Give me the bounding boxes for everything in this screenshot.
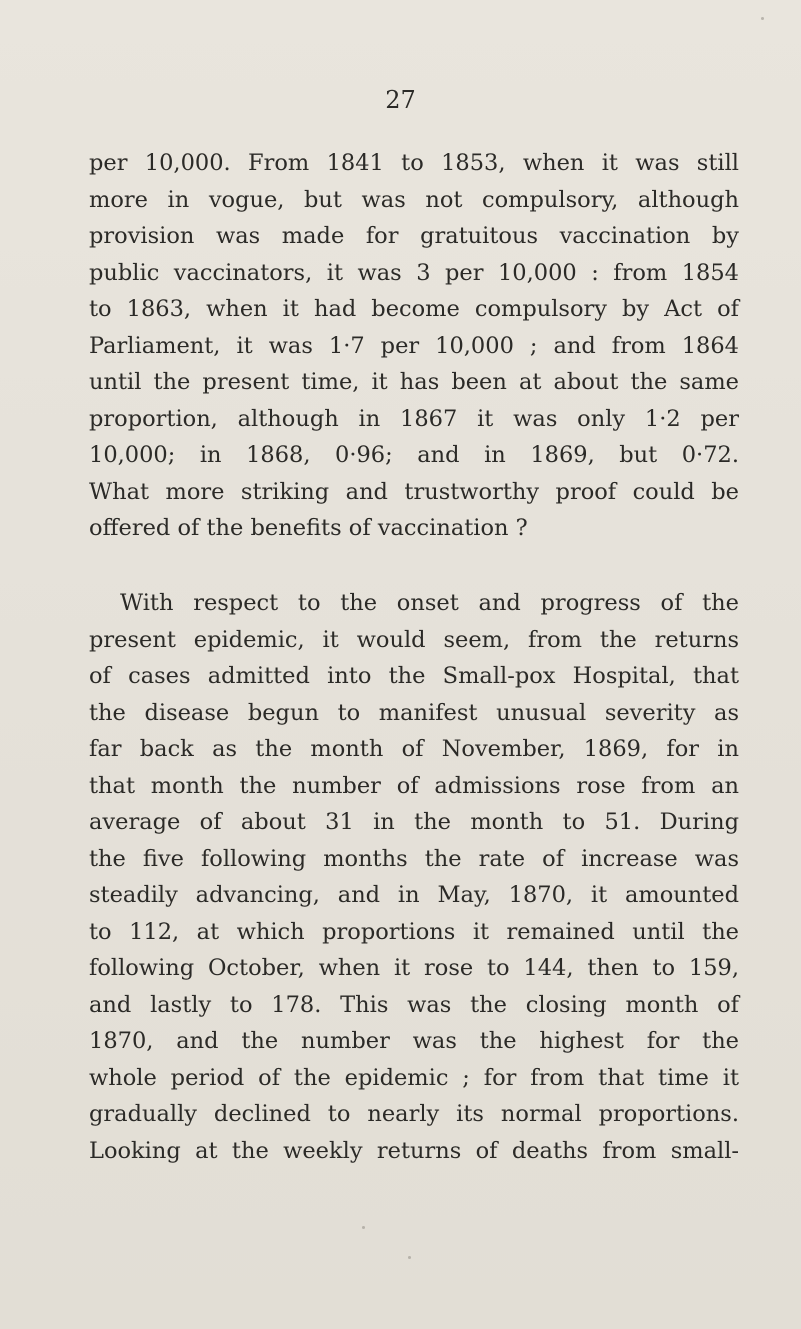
text-line: to 1863, when it had become compulsory by Act of (89, 296, 739, 322)
text-line: to 112, at which proportions it remained until the (89, 918, 739, 945)
text-line: average of about 31 in the month to 51. During (89, 809, 739, 835)
paper-speck (362, 1226, 365, 1229)
text-line: public vaccinators, it was 3 per 10,000 : from 1854 (89, 259, 739, 286)
text-line: that month the number of admissions rose from an (89, 772, 739, 799)
text-line: Parliament, it was 1·7 per 10,000 ; and from 1864 (89, 332, 739, 359)
text-line: and lastly to 178. This was the closing month of (89, 991, 739, 1018)
text-line: Looking at the weekly returns of deaths from small- (89, 1137, 739, 1164)
paper-speck (761, 17, 764, 20)
text-line: gradually declined to nearly its normal proportions. (89, 1101, 739, 1127)
text-line: far back as the month of November, 1869, for in (89, 736, 739, 762)
paper-speck (408, 1256, 411, 1259)
page-number: 27 (385, 86, 416, 114)
text-line: With respect to the onset and progress of the (120, 590, 739, 616)
text-line: provision was made for gratuitous vaccination by (89, 223, 739, 249)
text-line: 1870, and the number was the highest for the (89, 1028, 739, 1054)
text-line: proportion, although in 1867 it was only 1·2 per (89, 405, 739, 432)
text-line: 10,000; in 1868, 0·96; and in 1869, but 0·72. (89, 442, 739, 468)
text-line: more in vogue, but was not compulsory, although (89, 186, 739, 213)
text-line: What more striking and trustworthy proof could be (89, 478, 739, 505)
text-line: of cases admitted into the Small-pox Hospital, that (89, 663, 739, 689)
text-line: following October, when it rose to 144, then to 159, (89, 955, 739, 981)
text-line: the five following months the rate of increase was (89, 845, 739, 872)
text-line: steadily advancing, and in May, 1870, it amounted (89, 882, 739, 908)
text-line: whole period of the epidemic ; for from that time it (89, 1064, 739, 1091)
text-line: the disease begun to manifest unusual severity as (89, 699, 739, 726)
paragraph-epidemic-progress (89, 585, 739, 1169)
text-line: present epidemic, it would seem, from the returns (89, 626, 739, 653)
text-line: per 10,000. From 1841 to 1853, when it was still (89, 150, 739, 176)
text-line: offered of the benefits of vaccination ? (89, 515, 528, 541)
text-line: until the present time, it has been at about the same (89, 369, 739, 395)
paragraph-vaccination-statistics (89, 145, 739, 547)
